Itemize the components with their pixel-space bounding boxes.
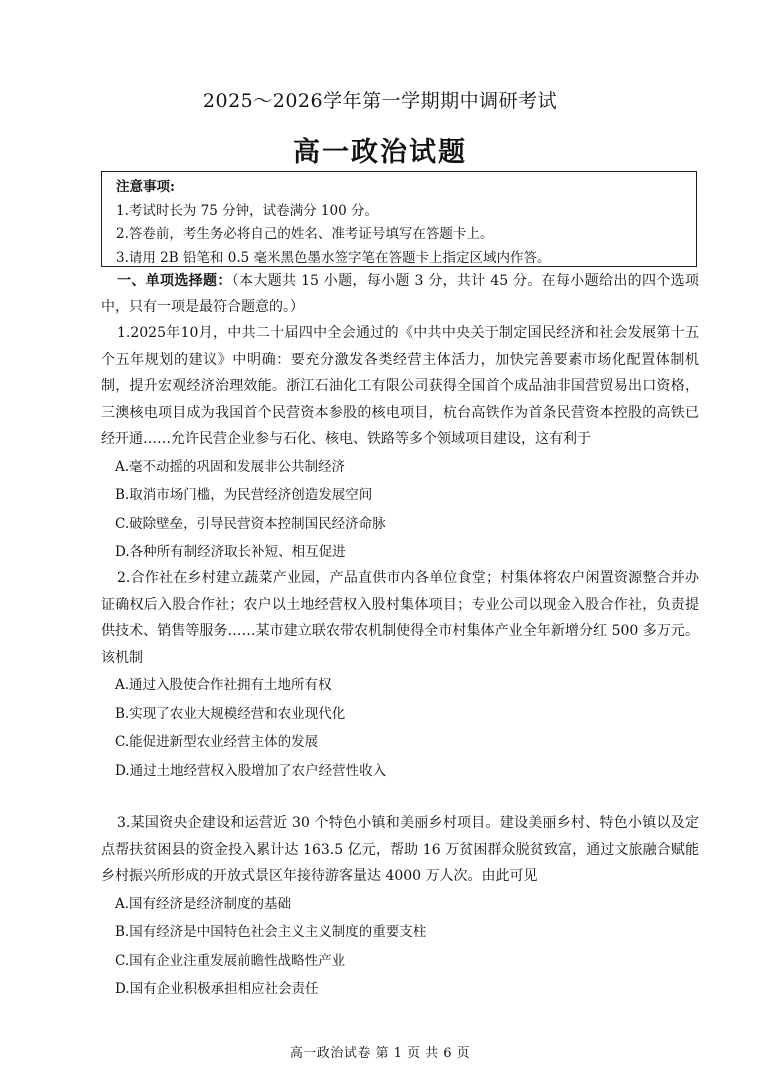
option-d: D.各种所有制经济取长补短、相互促进 — [115, 544, 346, 560]
exam-title: 2025～2026学年第一学期期中调研考试 — [202, 90, 558, 112]
option-a: A.毫不动摇的巩固和发展非公共制经济 — [115, 458, 346, 475]
option-c: C.国有企业注重发展前瞻性战略性产业 — [115, 952, 346, 969]
notice-item: 3.请用 2B 铅笔和 0.5 毫米黑色墨水签字笔在答题卡上指定区域内作答。 — [116, 249, 551, 266]
subject-title: 高一政治试题 — [293, 137, 467, 168]
question-stem: 3.某国资央企建设和运营近 30 个特色小镇和美丽乡村项目。建设美丽乡村、特色小镇以及定点帮扶贫困县的资金投入累计达 163.5 亿元，帮助 16 万贫困群众脱贫致富，通过文旅融合赋能乡村振兴所形成的开放式景区年接待游客量达 4000 万人次。由此可见 — [101, 815, 699, 884]
option-a: A.通过入股使合作社拥有土地所有权 — [115, 677, 332, 693]
page-footer: 高一政治试卷 第 1 页 共 6 页 — [289, 1046, 471, 1061]
question-stem: 2.合作社在乡村建立蔬菜产业园，产品直供市内各单位食堂；村集体将农户闲置资源整合并办证确权后入股合作社；农户以土地经营权入股村集体项目；专业公司以现金入股合作社，负责提供技术、销售等服务……某市建立联农带农机制使得全市村集体产业全年新增分红 500 多万元。该机制 — [101, 570, 699, 666]
notice-item: 2.答卷前，考生务必将自己的姓名、准考证号填写在答题卡上。 — [116, 226, 494, 242]
notice-item: 1.考试时长为 75 分钟，试卷满分 100 分。 — [116, 202, 378, 219]
option-d: D.国有企业积极承担相应社会责任 — [115, 981, 319, 997]
question-2 — [101, 565, 699, 785]
question-stem: 1.2025年10月，中共二十届四中全会通过的《中共中央关于制定国民经济和社会发展第十五个五年规划的建议》中明确：要充分激发各类经营主体活力，加快完善要素市场化配置体制机制，提升宏观经济治理效能。浙江石油化工有限公司获得全国首个成品油非国营贸易出口资格，三澳核电项目成为我国首个民营资本参股的核电项目，杭台高铁作为首条民营资本控股的高铁已经开通……允许民营企业参与石化、核电、铁路等多个领域项目建设，这有利于 — [101, 325, 699, 447]
notice-heading: 注意事项: — [116, 179, 175, 195]
option-c: C.破除壁垒，引导民营资本控制国民经济命脉 — [115, 515, 386, 532]
section-header — [101, 268, 699, 320]
option-b: B.实现了农业大规模经营和农业现代化 — [115, 705, 346, 722]
option-c: C.能促进新型农业经营主体的发展 — [115, 734, 319, 750]
question-3 — [101, 810, 699, 1004]
section-instructions: （本大题共 15 小题，每小题 3 分，共计 45 分。在每小题给出的四个选项中，只有一项是最符合题意的。） — [101, 273, 699, 315]
option-a: A.国有经济是经济制度的基础 — [115, 895, 292, 912]
section-title: 一、单项选择题： — [117, 273, 232, 289]
option-b: B.国有经济是中国特色社会主义主义制度的重要支柱 — [115, 924, 427, 940]
notice-box — [101, 171, 697, 267]
option-d: D.通过土地经营权入股增加了农户经营性收入 — [115, 762, 387, 779]
question-1 — [101, 320, 699, 567]
option-b: B.取消市场门槛，为民营经济创造发展空间 — [115, 487, 373, 503]
